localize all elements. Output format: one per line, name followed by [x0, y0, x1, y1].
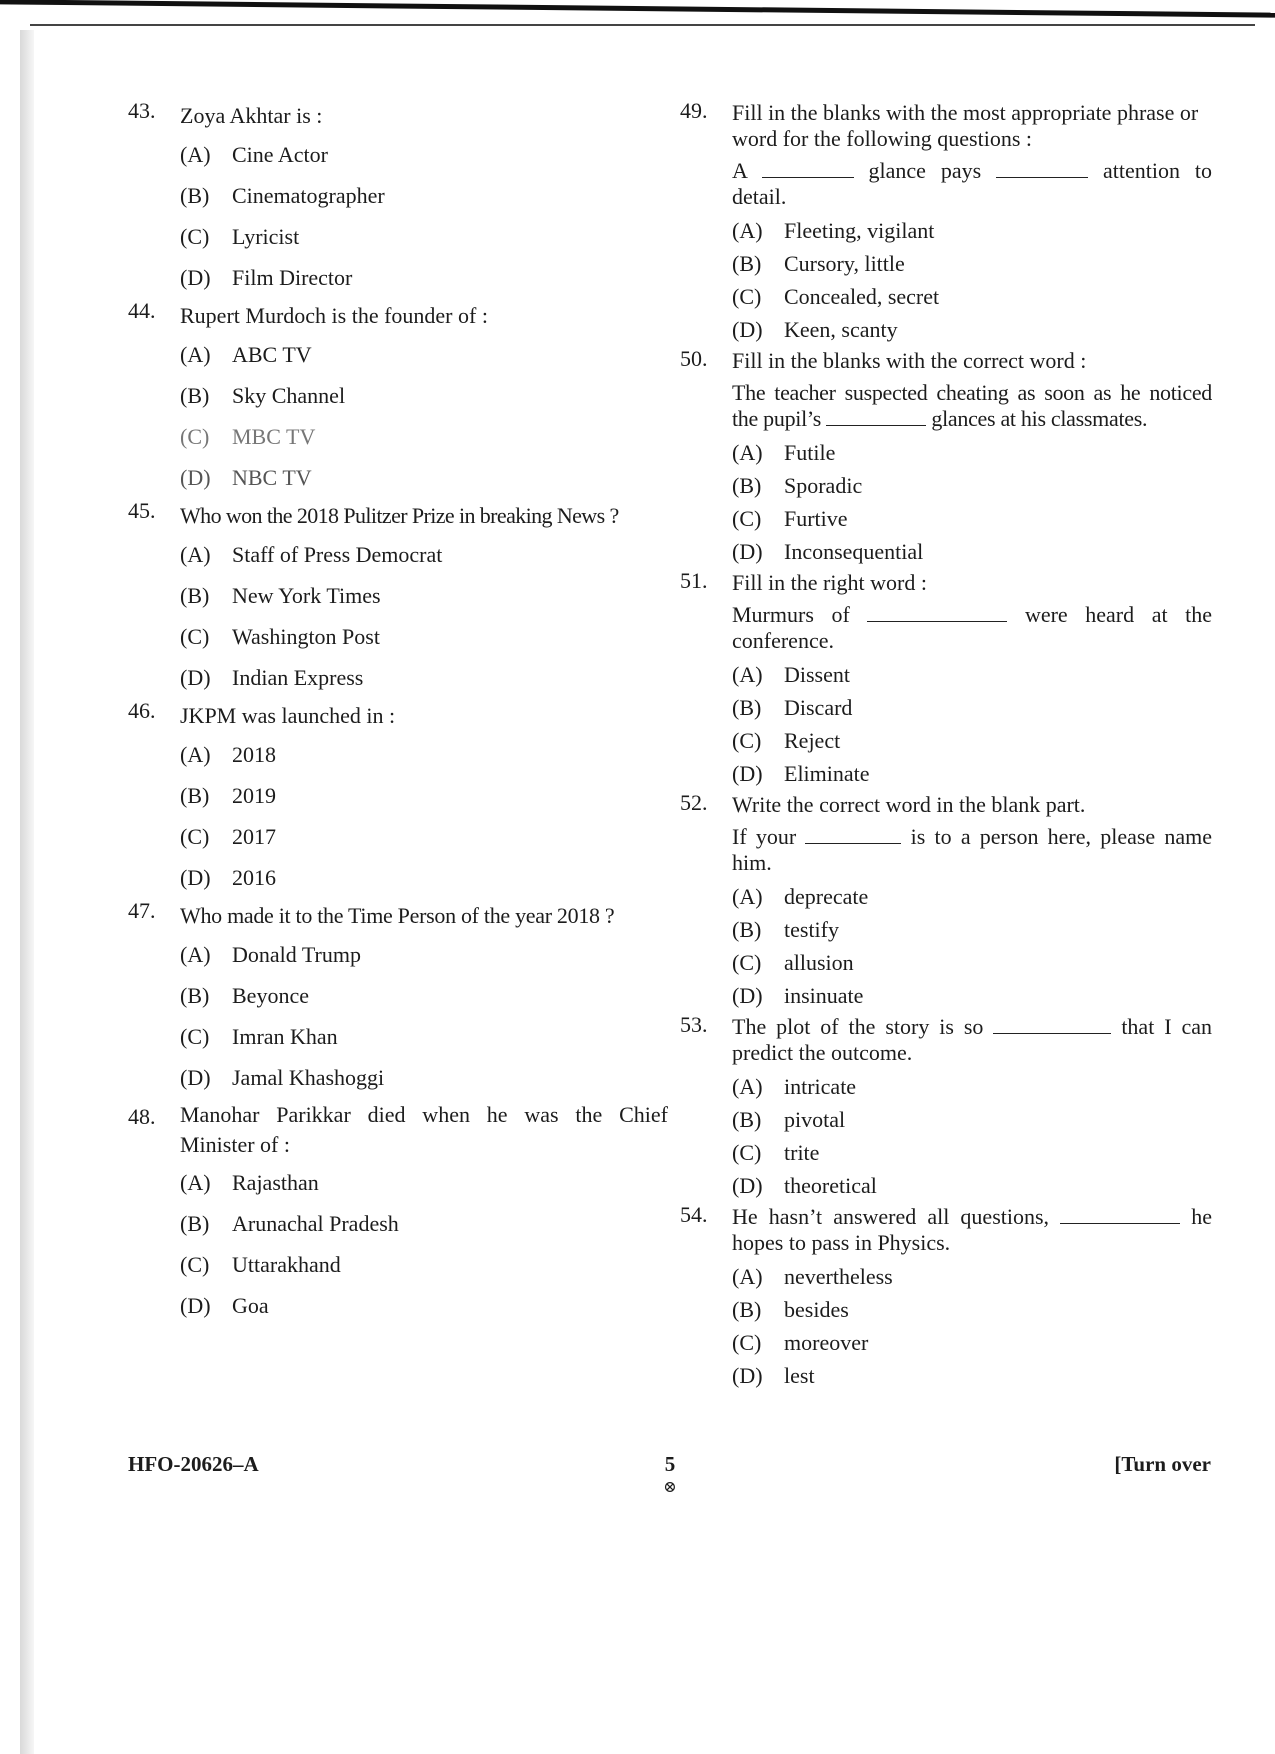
option-d[interactable]: (D) Eliminate	[732, 760, 870, 786]
option-a[interactable]: (A) Rajasthan	[180, 1169, 319, 1195]
options-list	[180, 534, 668, 698]
options-list	[732, 436, 1212, 568]
option-b[interactable]: (B) Arunachal Pradesh	[180, 1210, 399, 1236]
option-d[interactable]: (D) theoretical	[732, 1172, 877, 1198]
question-text: Fill in the right word :	[732, 570, 927, 595]
option-b[interactable]: (B) Sky Channel	[180, 382, 346, 408]
option-a[interactable]: (A) 2018	[180, 741, 276, 767]
option-c[interactable]: (C) Furtive	[732, 505, 848, 531]
option-c[interactable]: (C) Washington Post	[180, 623, 380, 649]
question-54	[680, 1202, 1212, 1392]
option-a[interactable]: (A) Cine Actor	[180, 141, 328, 167]
question-number: 44.	[128, 298, 156, 323]
options-list	[180, 1162, 668, 1326]
question-text: Write the correct word in the blank part.	[732, 792, 1086, 817]
fill-sentence: The teacher suspected cheating as soon as he noticed the pupil’s glances at his classmates.	[732, 380, 1212, 431]
question-text: Who won the 2018 Pulitzer Prize in breaking News ?	[180, 503, 619, 528]
options-list	[732, 880, 1212, 1012]
scan-top-rule	[30, 24, 1255, 26]
question-53	[680, 1012, 1212, 1202]
option-d[interactable]: (D) 2016	[180, 864, 276, 890]
question-51	[680, 568, 1212, 790]
page-number: 5	[664, 1452, 676, 1476]
answer-blank[interactable]	[805, 825, 901, 844]
question-text: Rupert Murdoch is the founder of :	[180, 303, 488, 328]
question-text: Fill in the blanks with the most appropriate phrase or word for the following questions :	[732, 100, 1199, 151]
option-d[interactable]: (D) Inconsequential	[732, 538, 924, 564]
question-52	[680, 790, 1212, 1012]
fill-sentence: Murmurs of were heard at the conference.	[732, 602, 1213, 653]
question-46	[128, 698, 668, 898]
question-number: 51.	[680, 568, 708, 593]
options-list	[180, 334, 668, 498]
option-d[interactable]: (D) Film Director	[180, 264, 353, 290]
question-44	[128, 298, 668, 498]
option-b[interactable]: (B) 2019	[180, 782, 276, 808]
question-text: Manohar Parikkar died when he was the Chief Minister of :	[180, 1102, 668, 1157]
question-number: 43.	[128, 98, 156, 123]
fill-sentence: If your is to a person here, please name him.	[732, 824, 1213, 875]
option-b[interactable]: (B) New York Times	[180, 582, 381, 608]
question-text: JKPM was launched in :	[180, 703, 396, 728]
option-a[interactable]: (A) Fleeting, vigilant	[732, 217, 935, 243]
scan-left-shadow	[20, 30, 34, 1754]
question-49	[680, 98, 1212, 346]
option-b[interactable]: (B) Beyonce	[180, 982, 309, 1008]
option-a[interactable]: (A) Futile	[732, 439, 836, 465]
option-d[interactable]: (D) Jamal Khashoggi	[180, 1064, 385, 1090]
question-number: 52.	[680, 790, 708, 815]
question-number: 50.	[680, 346, 708, 371]
option-d[interactable]: (D) lest	[732, 1362, 815, 1388]
option-b[interactable]: (B) Cinematographer	[180, 182, 385, 208]
answer-blank[interactable]	[1060, 1205, 1180, 1224]
question-text: Fill in the blanks with the correct word :	[732, 348, 1087, 373]
question-48	[128, 1098, 668, 1326]
answer-blank[interactable]	[993, 1015, 1111, 1034]
option-a[interactable]: (A) deprecate	[732, 883, 869, 909]
options-list	[732, 214, 1212, 346]
option-a[interactable]: (A) Staff of Press Democrat	[180, 541, 443, 567]
question-number: 47.	[128, 898, 156, 923]
option-c[interactable]: (C) Lyricist	[180, 223, 300, 249]
option-d[interactable]: (D) Goa	[180, 1292, 269, 1318]
page-mark-icon: ⊗	[663, 1479, 677, 1496]
right-column	[680, 98, 1212, 1392]
options-list	[732, 658, 1212, 790]
question-number: 48.	[128, 1104, 156, 1129]
scan-top-border	[0, 0, 1275, 18]
option-c[interactable]: (C) trite	[732, 1139, 820, 1165]
option-b[interactable]: (B) Sporadic	[732, 472, 863, 498]
options-list	[180, 134, 668, 298]
question-text: Zoya Akhtar is :	[180, 103, 323, 128]
option-c[interactable]: (C) Concealed, secret	[732, 283, 940, 309]
page-number-block	[660, 1452, 680, 1497]
options-list	[732, 1260, 1212, 1392]
option-b[interactable]: (B) Cursory, little	[732, 250, 905, 276]
fill-sentence: He hasn’t answered all questions, he hopes to pass in Physics.	[732, 1204, 1212, 1255]
question-number: 54.	[680, 1202, 708, 1227]
option-a[interactable]: (A) Dissent	[732, 661, 850, 687]
option-c[interactable]: (C) MBC TV	[180, 423, 316, 449]
option-c[interactable]: (C) Reject	[732, 727, 841, 753]
answer-blank[interactable]	[762, 159, 854, 178]
option-c[interactable]: (C) Uttarakhand	[180, 1251, 341, 1277]
option-c[interactable]: (C) allusion	[732, 949, 854, 975]
paper-code: HFO-20626–A	[128, 1452, 259, 1476]
option-b[interactable]: (B) besides	[732, 1296, 849, 1322]
question-number: 53.	[680, 1012, 708, 1037]
question-number: 46.	[128, 698, 156, 723]
option-b[interactable]: (B) testify	[732, 916, 839, 942]
option-c[interactable]: (C) Imran Khan	[180, 1023, 338, 1049]
option-a[interactable]: (A) Donald Trump	[180, 941, 361, 967]
left-column	[128, 98, 668, 1326]
option-b[interactable]: (B) Discard	[732, 694, 853, 720]
question-text: Who made it to the Time Person of the year 2018 ?	[180, 903, 615, 928]
option-d[interactable]: (D) insinuate	[732, 982, 864, 1008]
option-a[interactable]: (A) ABC TV	[180, 341, 312, 367]
question-45	[128, 498, 668, 698]
options-list	[180, 734, 668, 898]
answer-blank[interactable]	[826, 407, 926, 426]
options-list	[732, 1070, 1212, 1202]
option-b[interactable]: (B) pivotal	[732, 1106, 846, 1132]
option-a[interactable]: (A) nevertheless	[732, 1263, 893, 1289]
question-number: 45.	[128, 498, 156, 523]
question-number: 49.	[680, 98, 708, 123]
option-d[interactable]: (D) NBC TV	[180, 464, 312, 490]
fill-sentence: A glance pays attention to detail.	[732, 158, 1213, 209]
fill-sentence: The plot of the story is so that I can predict the outcome.	[732, 1014, 1213, 1065]
turn-over-note: [Turn over	[1114, 1452, 1211, 1476]
answer-blank[interactable]	[867, 603, 1007, 622]
question-43	[128, 98, 668, 298]
option-a[interactable]: (A) intricate	[732, 1073, 857, 1099]
option-c[interactable]: (C) 2017	[180, 823, 276, 849]
question-47	[128, 898, 668, 1098]
option-d[interactable]: (D) Keen, scanty	[732, 316, 898, 342]
question-50	[680, 346, 1212, 568]
answer-blank[interactable]	[996, 159, 1088, 178]
option-c[interactable]: (C) moreover	[732, 1329, 869, 1355]
options-list	[180, 934, 668, 1098]
option-d[interactable]: (D) Indian Express	[180, 664, 364, 690]
